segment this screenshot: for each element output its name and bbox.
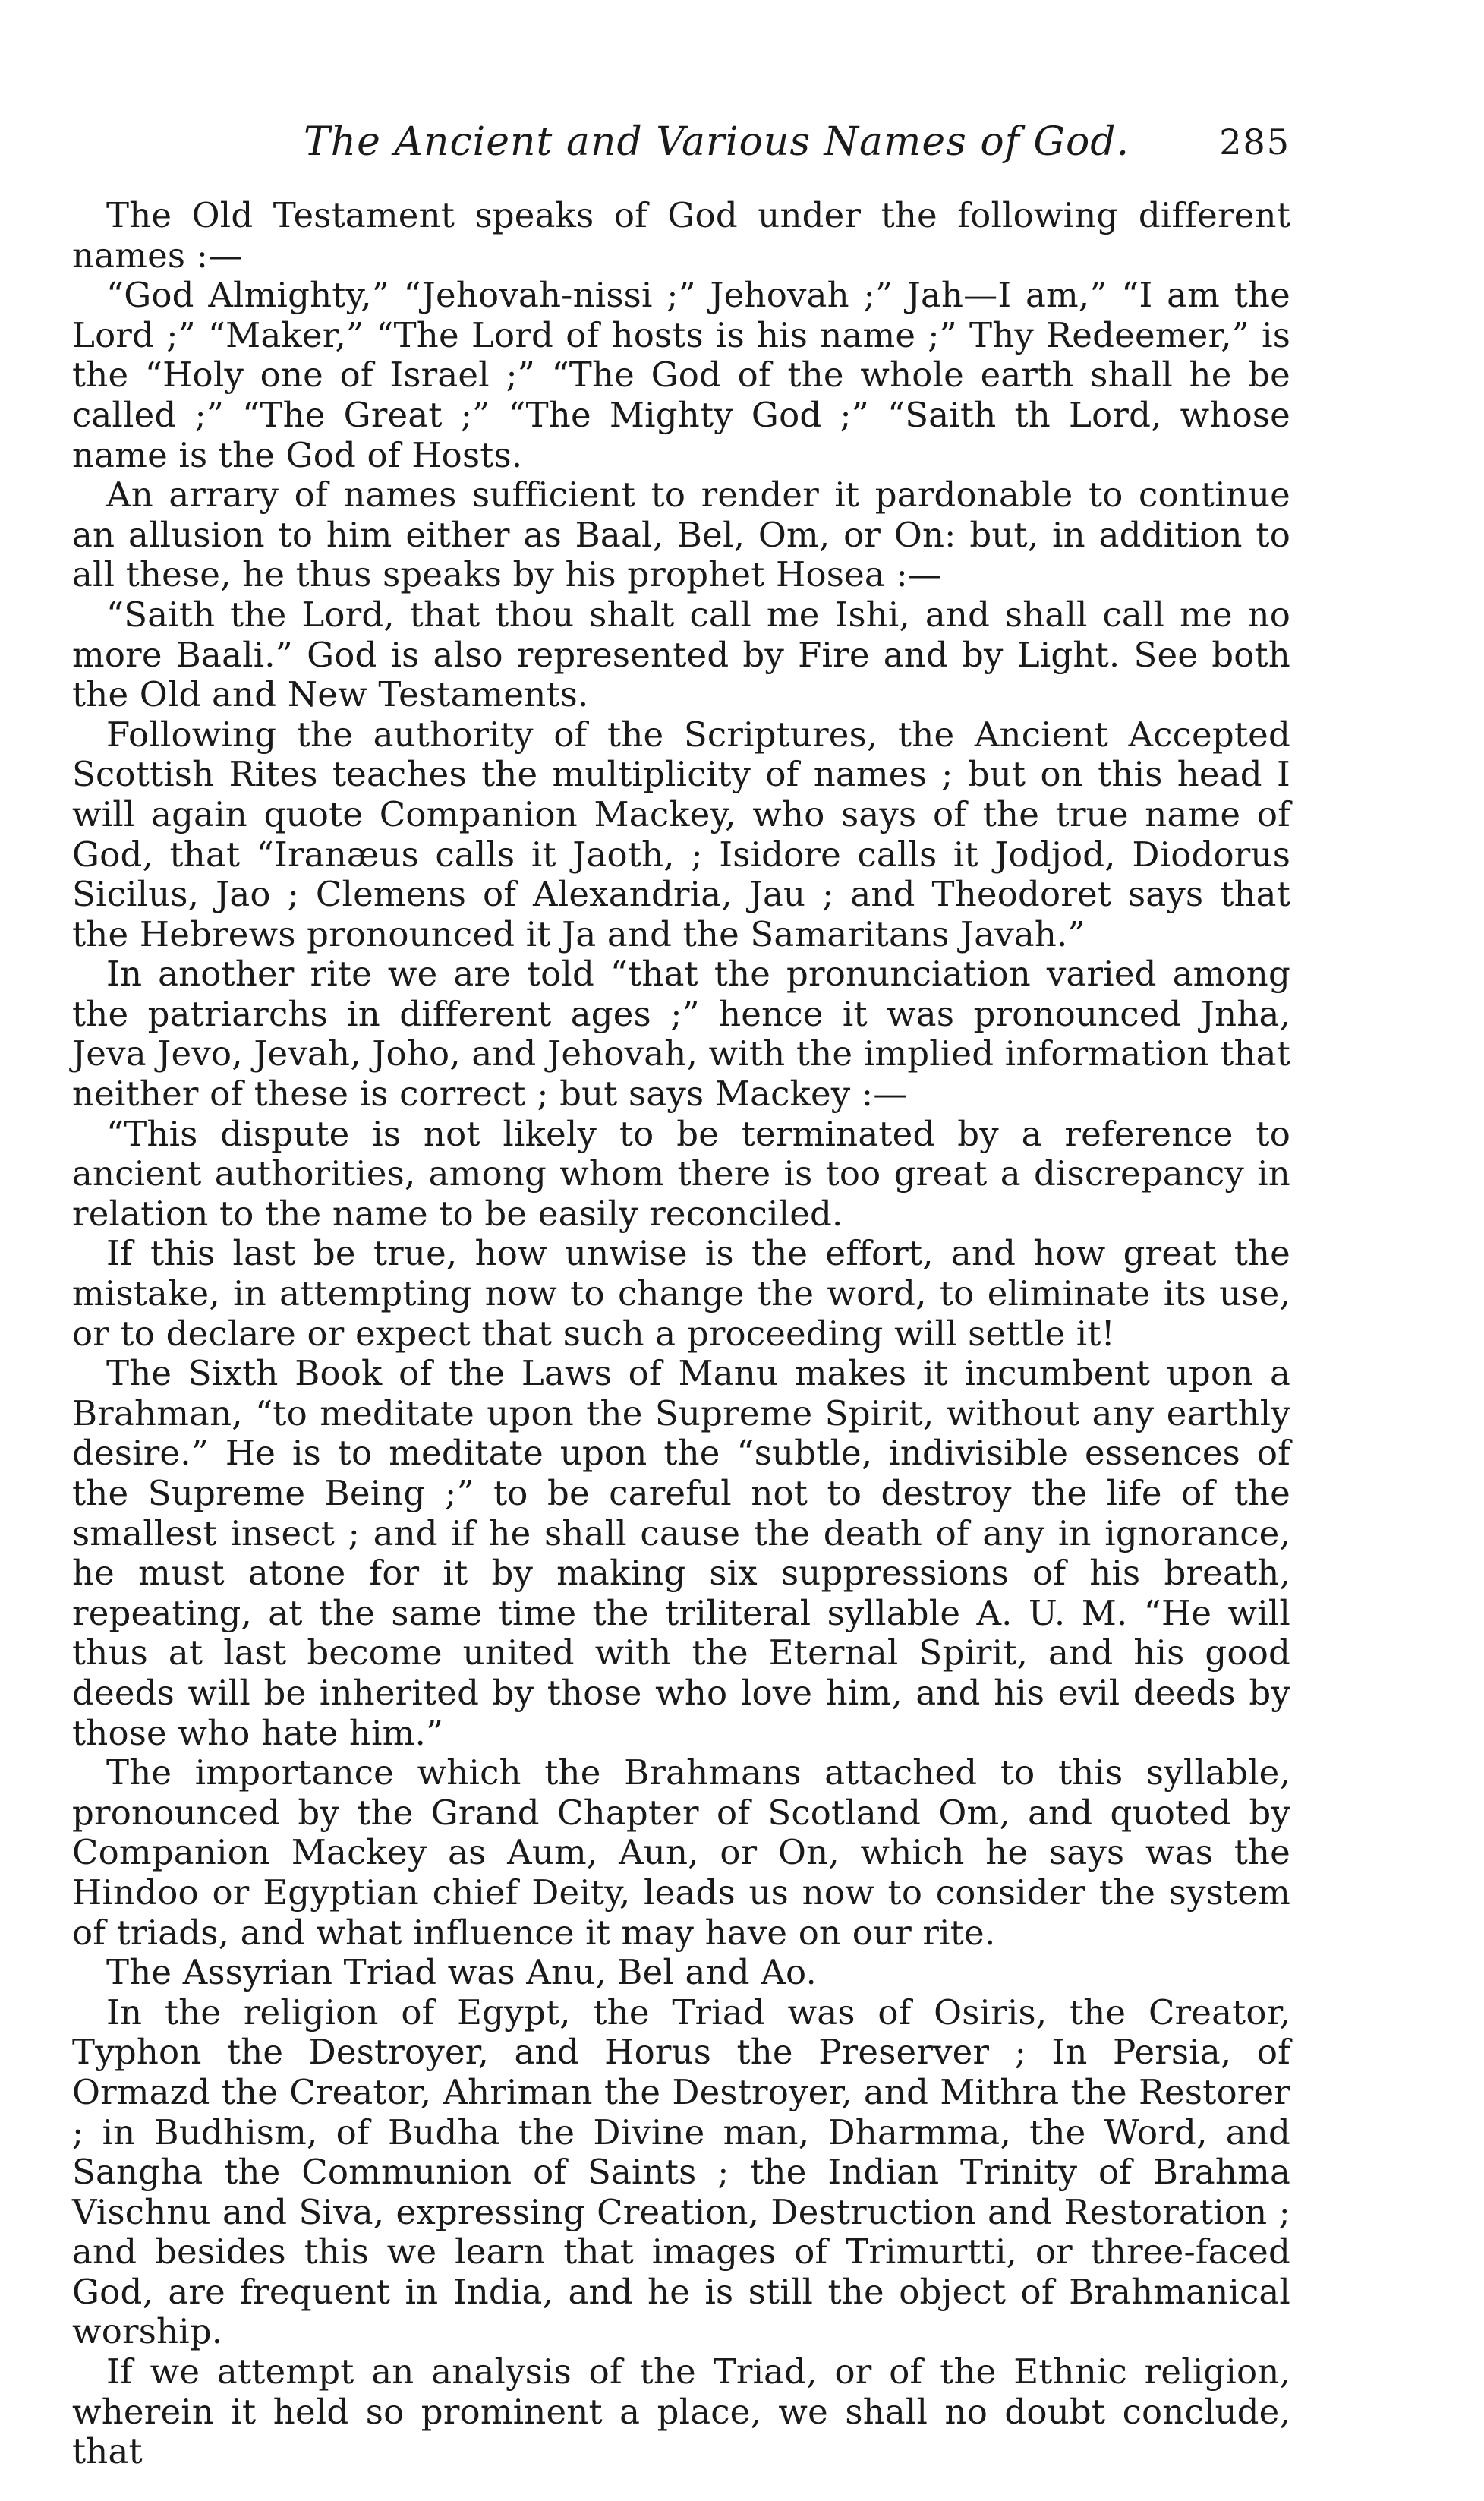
paragraph-7: “This dispute is not likely to be terminated by a reference to ancient authorities, among whom there is too great a discrepancy in relation to the name to be easily reconciled.	[72, 1113, 1290, 1234]
paragraph-11: The Assyrian Triad was Anu, Bel and Ao.	[106, 1952, 817, 1993]
paragraph-6: In another rite we are told “that the pronunciation varied among the patriarchs in different ages ;” hence it was pronounced Jnha, Jeva Jevo, Jevah, Joho, and Jehovah, with the implied information that neither of these is correct ; but says Mackey :—	[72, 954, 1290, 1115]
paragraph-10: The importance which the Brahmans attached to this syllable, pronounced by the Grand Chapter of Scotland Om, and quoted by Companion Mackey as Aum, Aun, or On, which he says was the Hindoo or Egyptian chief Deity, leads us now to consider the system of triads, and what influence it may have on our rite.	[72, 1752, 1290, 1953]
running-title: The Ancient and Various Names of God.	[304, 119, 1130, 165]
paragraph-1: The Old Testament speaks of God under the following different names :—	[72, 195, 1290, 276]
paragraph-3: An arrary of names sufficient to render it pardonable to continue an allusion to him either as Baal, Bel, Om, or On: but, in addition to all these, he thus speaks by his prophet Hosea :—	[72, 475, 1290, 595]
paragraph-13: If we attempt an analysis of the Triad, or of the Ethnic religion, wherein it held so prominent a place, we shall no doubt conclude, that	[72, 2351, 1290, 2472]
page-number: 285	[1219, 121, 1290, 162]
body-text	[72, 196, 1290, 2472]
paragraph-8: If this last be true, how unwise is the effort, and how great the mistake, in attempting now to change the word, to eliminate its use, or to declare or expect that such a proceeding will settle it!	[72, 1233, 1290, 1354]
paragraph-2: “God Almighty,” “Jehovah-nissi ;” Jehovah ;” Jah—I am,” “I am the Lord ;” “Maker,” “The Lord of hosts is his name ;” Thy Redeemer,” is the “Holy one of Israel ;” “The God of the whole earth shall he be called ;” “The Great ;” “The Mighty God ;” “Saith th Lord, whose name is the God of Hosts.	[72, 275, 1290, 475]
running-head	[72, 118, 1290, 171]
paragraph-12: In the religion of Egypt, the Triad was of Osiris, the Creator, Typhon the Destroyer, and Horus the Preserver ; In Persia, of Ormazd the Creator, Ahriman the Destroyer, and Mithra the Restorer ; in Budhism, of Budha the Divine man, Dharmma, the Word, and Sangha the Communion of Saints ; the Indian Trinity of Brahma Vischnu and Siva, expressing Creation, Destruction and Restoration ; and besides this we learn that images of Trimurtti, or three-faced God, are frequent in India, and he is still the object of Brahmanical worship.	[72, 1992, 1290, 2352]
paragraph-9: The Sixth Book of the Laws of Manu makes it incumbent upon a Brahman, “to meditate upon the Supreme Spirit, without any earthly desire.” He is to meditate upon the “subtle, indivisible essences of the Supreme Being ;” to be careful not to destroy the life of the smallest insect ; and if he shall cause the death of any in ignorance, he must atone for it by making six suppressions of his breath, repeating, at the same time the triliteral syllable A. U. M. “He will thus at last become united with the Eternal Spirit, and his good deeds will be inherited by those who love him, and his evil deeds by those who hate him.”	[72, 1353, 1290, 1753]
paragraph-5: Following the authority of the Scriptures, the Ancient Accepted Scottish Rites teaches the multiplicity of names ; but on this head I will again quote Companion Mackey, who says of the true name of God, that “Iranæus calls it Jaoth, ; Isidore calls it Jodjod, Diodorus Sicilus, Jao ; Clemens of Alexandria, Jau ; and Theodoret says that the Hebrews pronounced it Ja and the Samaritans Javah.”	[72, 714, 1290, 954]
paragraph-4: “Saith the Lord, that thou shalt call me Ishi, and shall call me no more Baali.” God is also represented by Fire and by Light. See both the Old and New Testaments.	[72, 594, 1290, 715]
